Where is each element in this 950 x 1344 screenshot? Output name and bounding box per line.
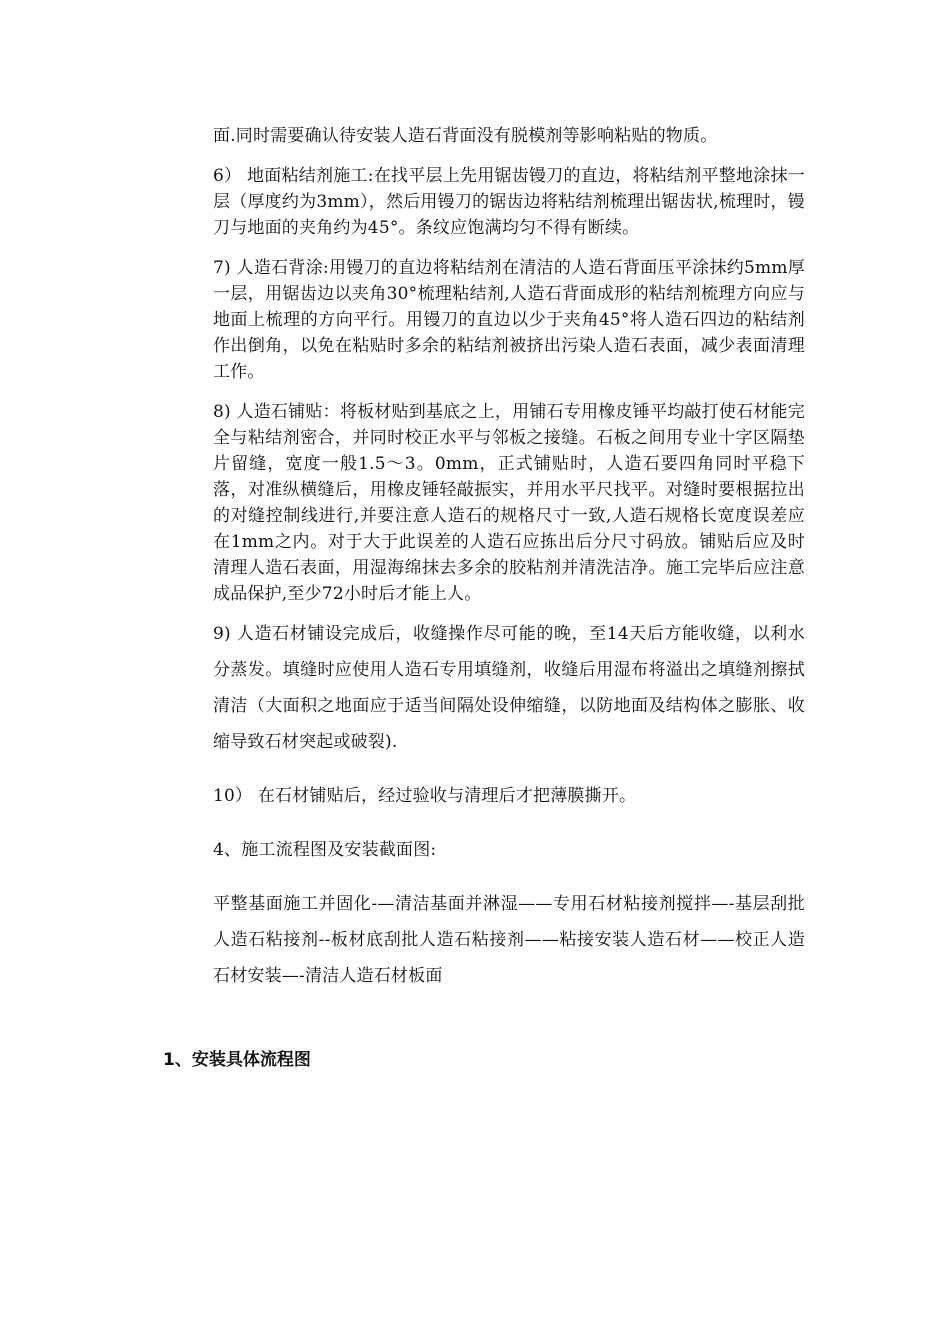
process-flow-text: 平整基面施工并固化-—清洁基面并淋湿——专用石材粘接剂搅拌—-基层刮批人造石粘接剂--板材底刮批人造石粘接剂——粘接安装人造石材——校正人造石材安装—-清洁人造石材板面 [213, 894, 805, 986]
paragraph-item-7: 7) 人造石背涂:用镘刀的直边将粘结剂在清洁的人造石背面压平涂抹约5mm厚一层，用锯齿边以夹角30°梳理粘结剂,人造石背面成形的粘结剂梳理方向应与地面上梳理的方向平行。用镘刀的直边以少于夹角45°将人造石四边的粘结剂作出倒角，以免在粘贴时多余的粘结剂被挤出污染人造石表面，减少表面清理工作。 [213, 258, 805, 382]
section-heading: 1、安装具体流程图 [163, 1050, 311, 1070]
paragraph-item-6: 6） 地面粘结剂施工:在找平层上先用锯齿镘刀的直边，将粘结剂平整地涂抹一层（厚度约为3mm），然后用镘刀的锯齿边将粘结剂梳理出锯齿状,梳理时，镘刀与地面的夹角约为45°。条纹应饱满均匀不得有断续。 [213, 166, 805, 238]
paragraph-item-10: 10） 在石材铺贴后，经过验收与清理后才把薄膜撕开。 [213, 786, 637, 806]
paragraph-item-9: 9) 人造石材铺设完成后，收缝操作尽可能的晚，至14天后方能收缝，以利水分蒸发。填缝时应使用人造石专用填缝剂，收缝后用湿布将溢出之填缝剂擦拭清洁（大面积之地面应于适当间隔处设伸缩缝，以防地面及结构体之膨胀、收缩导致石材突起或破裂). [213, 624, 805, 752]
paragraph-item-8: 8) 人造石铺贴：将板材贴到基底之上，用铺石专用橡皮锤平均敲打使石材能完全与粘结剂密合，并同时校正水平与邻板之接缝。石板之间用专业十字区隔垫片留缝，宽度一般1.5～3。0mm，正式铺贴时，人造石要四角同时平稳下落，对准纵横缝后，用橡皮锤轻敲振实，并用水平尺找平。对缝时要根据拉出的对缝控制线进行,并要注意人造石的规格尺寸一致,人造石规格长宽度误差应在1mm之内。对于大于此误差的人造石应拣出后分尺寸码放。铺贴后应及时清理人造石表面，用湿海绵抹去多余的胶粘剂并清洗洁净。施工完毕后应注意成品保护,至少72小时后才能上人。 [213, 402, 805, 604]
section-4-title: 4、施工流程图及安装截面图: [213, 840, 437, 860]
document-body [213, 123, 805, 994]
paragraph-continuation: 面.同时需要确认待安装人造石背面没有脱模剂等影响粘贴的物质。 [213, 126, 718, 146]
